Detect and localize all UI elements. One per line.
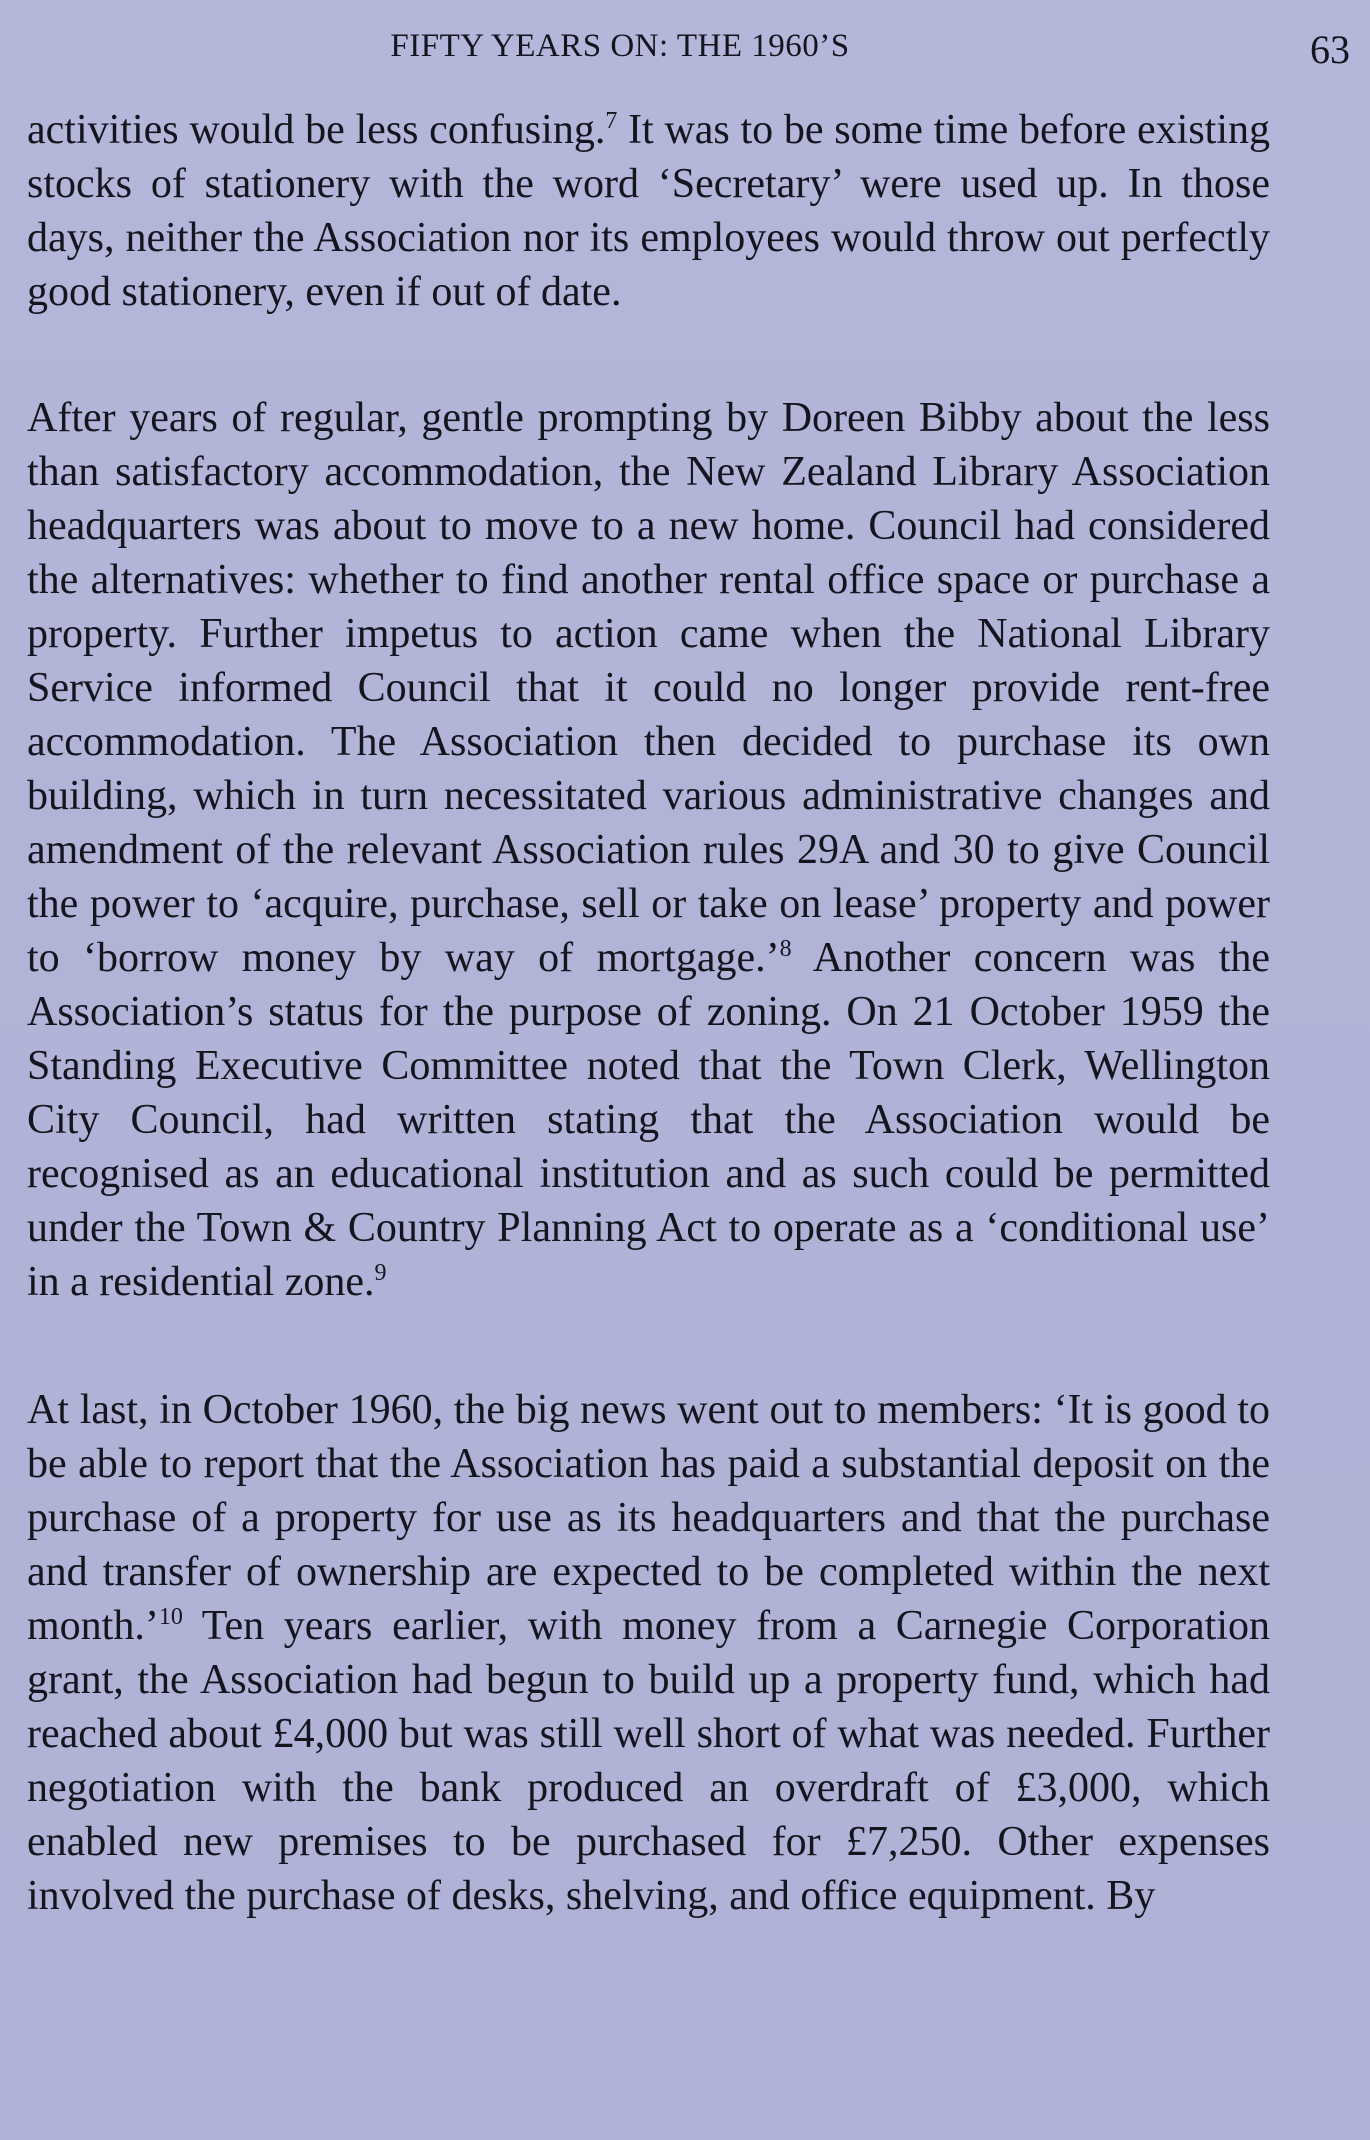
paragraph-property-purchase xyxy=(27,1383,1270,1923)
paragraph-headquarters-move xyxy=(27,391,1270,1309)
body-text xyxy=(27,103,1270,1923)
running-header-title: FIFTY YEARS ON: THE 1960’S xyxy=(390,28,850,64)
footnote-ref-10: 10 xyxy=(158,1604,183,1630)
text-run: Ten years earlier, with money from a Carnegie Corporation grant, the Association had begun to build up a property fund, which had reached about £4,000 but was still well short of what was needed. Further negotiation with the bank produced an overdraft of £3,000, which enabled new premises to be purchased for £7,250. Other expenses involved the purchase of desks, shelving, and office equipment. By xyxy=(27,1603,1270,1919)
footnote-ref-7: 7 xyxy=(605,108,618,134)
text-run: At last, in October 1960, the big news went out to members: ‘It is good to be able to report that the Association has paid a substantial deposit on the purchase of a property for use as its headquarters and that the purchase and transfer of ownership are expected to be completed within the next month.’ xyxy=(27,1387,1270,1649)
footnote-ref-8: 8 xyxy=(779,936,792,962)
paragraph-stationery xyxy=(27,103,1270,319)
text-run: activities would be less confusing. xyxy=(27,107,606,153)
page-number: 63 xyxy=(1310,27,1350,72)
text-run: It was to be some time before existing stocks of stationery with the word ‘Secretary’ were used up. In those days, neither the Association nor its employees would throw out perfectly good stationery, even if out of date. xyxy=(27,107,1270,315)
footnote-ref-9: 9 xyxy=(374,1260,387,1286)
text-run: Another concern was the Association’s status for the purpose of zoning. On 21 October 1959 the Standing Executive Committee noted that the Town Clerk, Wellington City Council, had written stating that the Association would be recognised as an educational institution and as such could be permitted under the Town & Country Planning Act to operate as a ‘conditional use’ in a residential zone. xyxy=(27,935,1270,1305)
text-run: After years of regular, gentle prompting by Doreen Bibby about the less than satisfactory accommodation, the New Zealand Library Association headquarters was about to move to a new home. Council had considered the alternatives: whether to find another rental office space or purchase a property. Further impetus to action came when the National Library Service informed Council that it could no longer provide rent-free accommodation. The Association then decided to purchase its own building, which in turn necessitated various administrative changes and amendment of the relevant Association rules 29A and 30 to give Council the power to ‘acquire, purchase, sell or take on lease’ property and power to ‘borrow money by way of mortgage.’ xyxy=(27,395,1270,981)
